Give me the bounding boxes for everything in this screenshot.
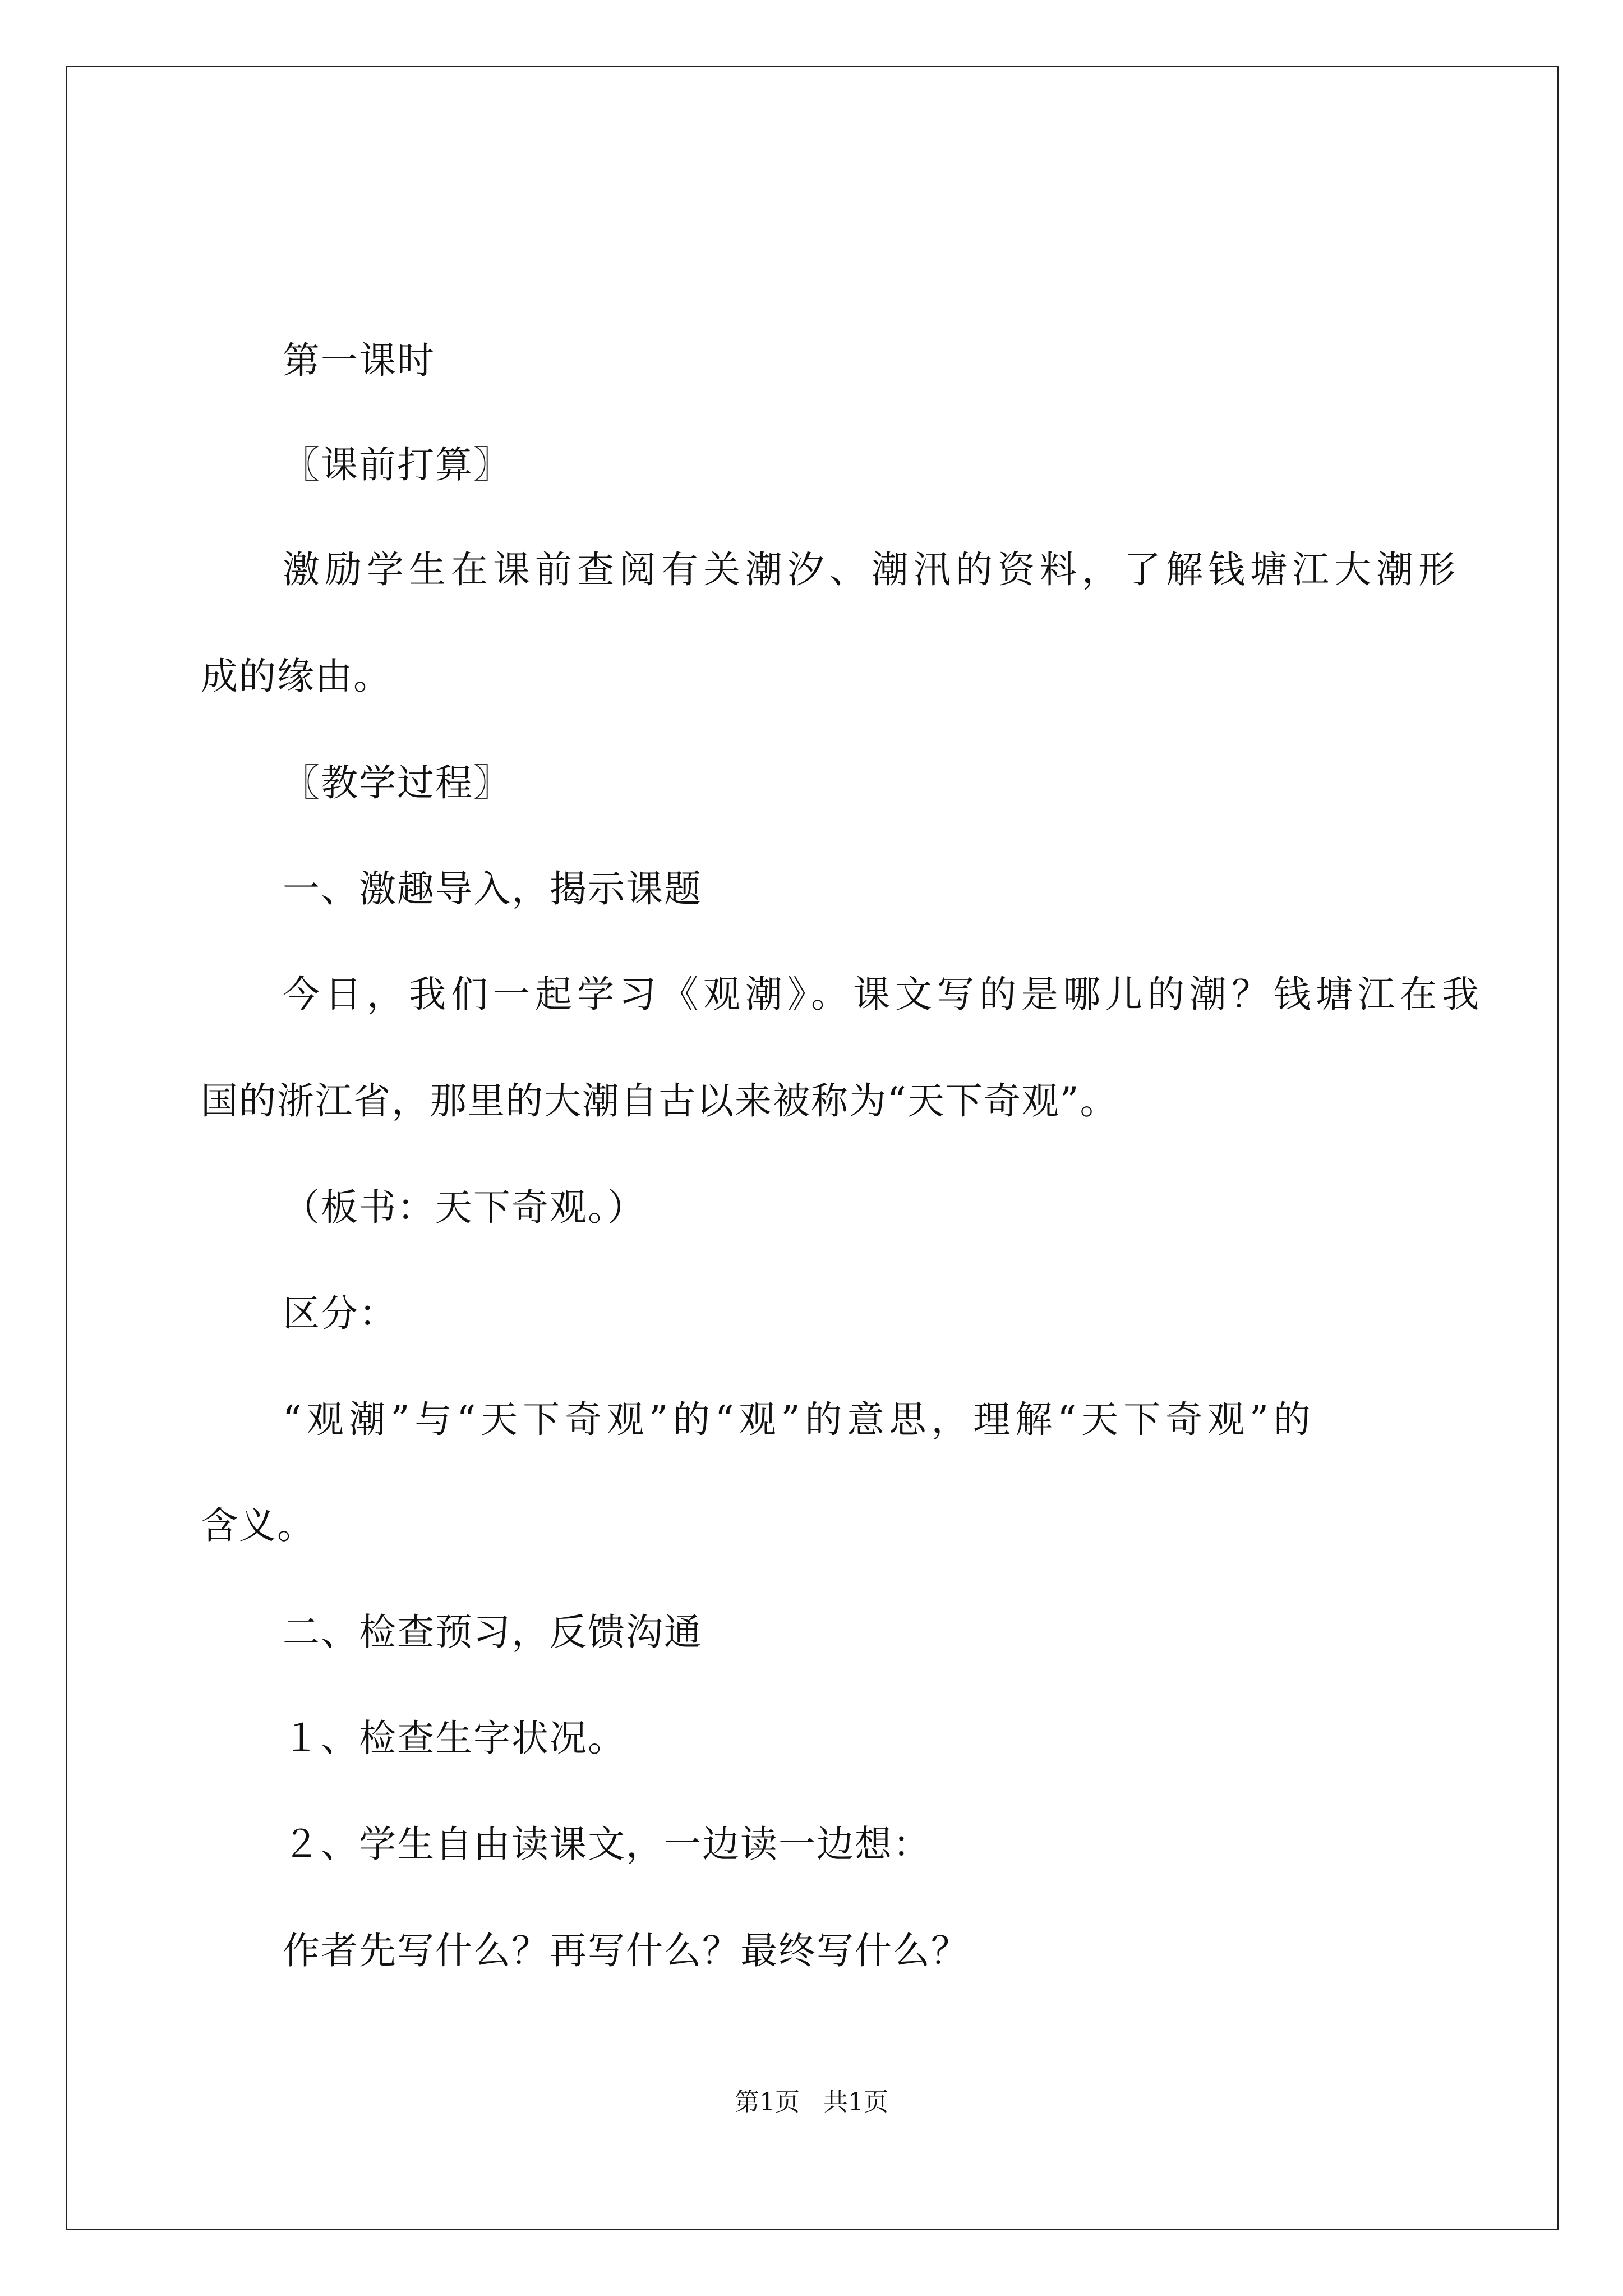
page-border [66, 66, 1559, 2230]
paragraph-line: 激励学生在课前查阅有关潮汐、潮汛的资料，了解钱塘江大潮形 [283, 548, 1460, 591]
section-heading-preparation: 〖课前打算〗 [283, 443, 511, 486]
paragraph-line: 作者先写什么？再写什么？最终写什么？ [283, 1929, 969, 1972]
lesson-title: 第一课时 [283, 339, 435, 382]
paragraph-line: 今日，我们一起学习《观潮》。课文写的是哪儿的潮？钱塘江在我 [283, 973, 1484, 1016]
list-item: ２、学生自由读课文，一边读一边想： [283, 1823, 931, 1866]
step-heading-2: 二、检查预习，反馈沟通 [283, 1611, 702, 1654]
paragraph-line: 成的缘由。 [201, 655, 391, 698]
paragraph-line: 区分： [283, 1292, 397, 1335]
paragraph-line: “观潮”与“天下奇观”的“观”的意思，理解“天下奇观”的 [283, 1398, 1316, 1441]
paragraph-line: 国的浙江省，那里的大潮自古以来被称为“天下奇观”。 [201, 1079, 1118, 1122]
page-number-footer: 第1页 共1页 [735, 2088, 888, 2116]
step-heading-1: 一、激趣导入，揭示课题 [283, 867, 702, 910]
paragraph-line: （板书：天下奇观。） [283, 1186, 645, 1229]
list-item: １、检查生字状况。 [283, 1717, 626, 1760]
section-heading-process: 〖教学过程〗 [283, 761, 511, 804]
paragraph-line: 含义。 [201, 1504, 315, 1547]
